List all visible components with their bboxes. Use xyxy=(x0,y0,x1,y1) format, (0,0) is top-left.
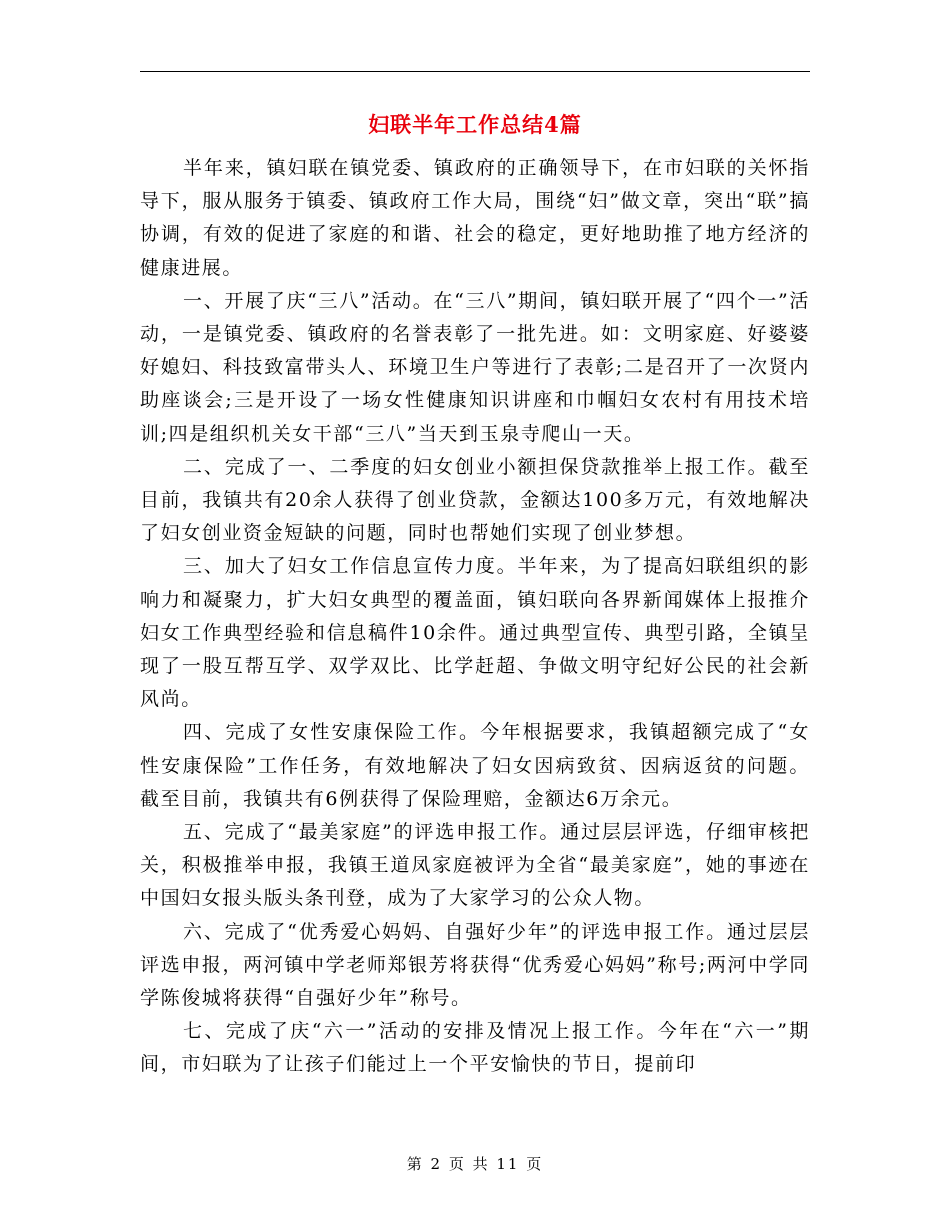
header-rule xyxy=(140,71,810,72)
document-title: 妇联半年工作总结4篇 xyxy=(368,112,582,137)
paragraph-intro: 半年来，镇妇联在镇党委、镇政府的正确领导下，在市妇联的关怀指导下，服从服务于镇委、镇政府工作大局，围绕“妇”做文章，突出“联”搞协调，有效的促进了家庭的和谐、社会的稳定，更好地助推了地方经济的健康进展。 xyxy=(140,157,810,279)
paragraph-item-7: 七、完成了庆“六一”活动的安排及情况上报工作。今年在“六一”期间，市妇联为了让孩子们能过上一个平安愉快的节日，提前印 xyxy=(140,1020,810,1076)
paragraph-item-2: 二、完成了一、二季度的妇女创业小额担保贷款推举上报工作。截至目前，我镇共有20余人获得了创业贷款，金额达100多万元，有效地解决了妇女创业资金短缺的问题，同时也帮她们实现了创业梦想。 xyxy=(140,455,810,545)
paragraph-item-1: 一、开展了庆“三八”活动。在“三八”期间，镇妇联开展了“四个一”活动，一是镇党委、镇政府的名誉表彰了一批先进。如：文明家庭、好婆婆好媳妇、科技致富带头人、环境卫生户等进行了表彰;二是召开了一次贤内助座谈会;三是开设了一场女性健康知识讲座和巾帼妇女农村有用技术培训;四是组织机关女干部“三八”当天到玉泉寺爬山一天。 xyxy=(140,289,810,445)
document-body xyxy=(140,152,810,1082)
paragraph-item-3: 三、加大了妇女工作信息宣传力度。半年来，为了提高妇联组织的影响力和凝聚力，扩大妇女典型的覆盖面，镇妇联向各界新闻媒体上报推介妇女工作典型经验和信息稿件10余件。通过典型宣传、典型引路，全镇呈现了一股互帮互学、双学双比、比学赶超、争做文明守纪好公民的社会新风尚。 xyxy=(140,555,810,711)
paragraph-item-5: 五、完成了“最美家庭”的评选申报工作。通过层层评选，仔细审核把关，积极推举申报，我镇王道凤家庭被评为全省“最美家庭”，她的事迹在中国妇女报头版头条刊登，成为了大家学习的公众人物。 xyxy=(140,821,810,910)
page-number-footer: 第 2 页 共 11 页 xyxy=(406,1155,544,1173)
paragraph-item-6: 六、完成了“优秀爱心妈妈、自强好少年”的评选申报工作。通过层层评选申报，两河镇中学老师郑银芳将获得“优秀爱心妈妈”称号;两河中学同学陈俊城将获得“自强好少年”称号。 xyxy=(140,920,810,1010)
paragraph-item-4: 四、完成了女性安康保险工作。今年根据要求，我镇超额完成了“女性安康保险”工作任务，有效地解决了妇女因病致贫、因病返贫的问题。截至目前，我镇共有6例获得了保险理赔，金额达6万余元。 xyxy=(140,721,810,810)
